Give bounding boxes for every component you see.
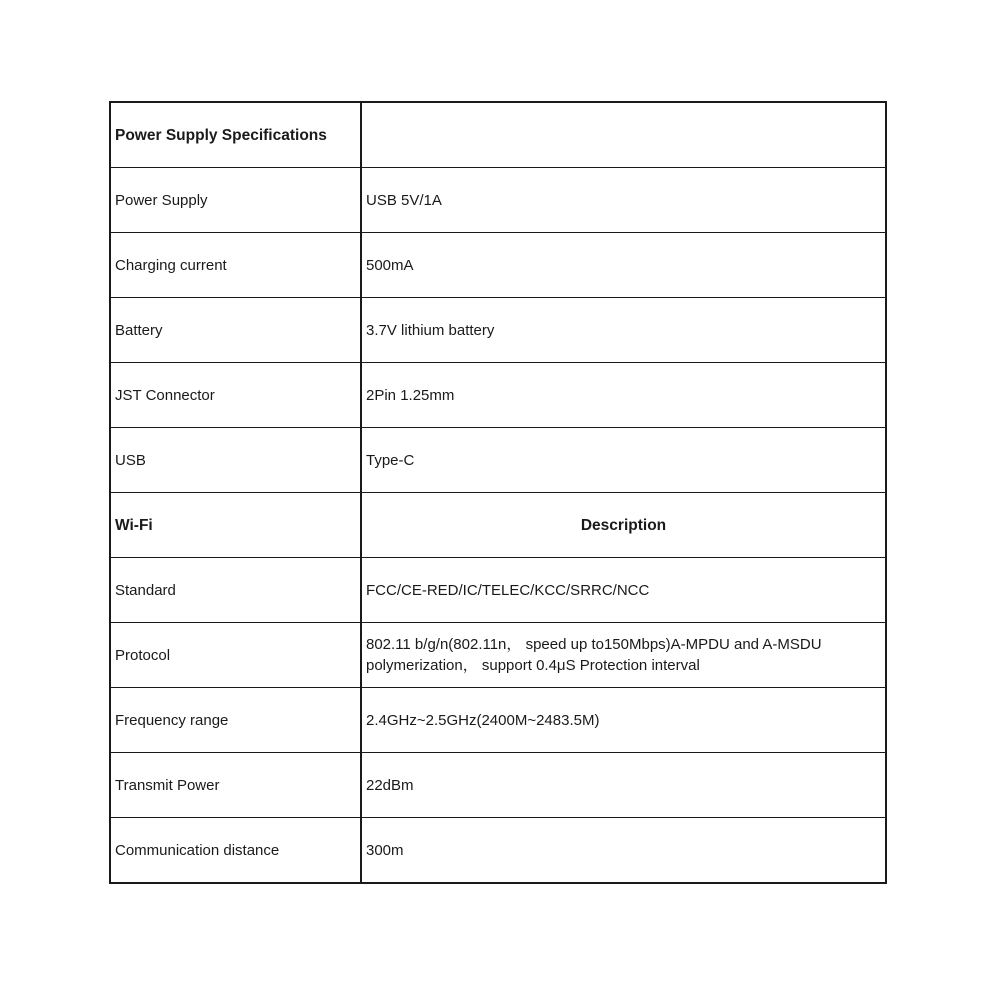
row-label: Protocol bbox=[110, 623, 361, 688]
row-value: 300m bbox=[361, 818, 886, 884]
table-row bbox=[110, 753, 886, 818]
section-header-row bbox=[110, 102, 886, 168]
row-label: Frequency range bbox=[110, 688, 361, 753]
section-header-row bbox=[110, 493, 886, 558]
table-row bbox=[110, 428, 886, 493]
row-value: FCC/CE-RED/IC/TELEC/KCC/SRRC/NCC bbox=[361, 558, 886, 623]
power-supply-section-title: Power Supply Specifications bbox=[110, 102, 361, 168]
table-row bbox=[110, 688, 886, 753]
row-label: Charging current bbox=[110, 233, 361, 298]
description-column-header: Description bbox=[361, 493, 886, 558]
row-label: Standard bbox=[110, 558, 361, 623]
row-value: 2.4GHz~2.5GHz(2400M~2483.5M) bbox=[361, 688, 886, 753]
power-supply-section-value bbox=[361, 102, 886, 168]
row-value: 3.7V lithium battery bbox=[361, 298, 886, 363]
table-row bbox=[110, 233, 886, 298]
row-label: Battery bbox=[110, 298, 361, 363]
row-label: USB bbox=[110, 428, 361, 493]
row-value: 2Pin 1.25mm bbox=[361, 363, 886, 428]
row-label: Transmit Power bbox=[110, 753, 361, 818]
row-label: Communication distance bbox=[110, 818, 361, 884]
table-row bbox=[110, 623, 886, 688]
row-value: 802.11 b/g/n(802.11n， speed up to150Mbps)A-MPDU and A-MSDU polymerization， support 0.4μS Protection interval bbox=[361, 623, 886, 688]
row-value: 22dBm bbox=[361, 753, 886, 818]
table-row bbox=[110, 558, 886, 623]
table-row bbox=[110, 168, 886, 233]
table-row bbox=[110, 363, 886, 428]
row-label: Power Supply bbox=[110, 168, 361, 233]
row-value: 500mA bbox=[361, 233, 886, 298]
row-value: USB 5V/1A bbox=[361, 168, 886, 233]
wifi-section-title: Wi-Fi bbox=[110, 493, 361, 558]
row-label: JST Connector bbox=[110, 363, 361, 428]
table-row bbox=[110, 298, 886, 363]
row-value: Type-C bbox=[361, 428, 886, 493]
spec-table bbox=[109, 101, 887, 884]
table-row bbox=[110, 818, 886, 884]
